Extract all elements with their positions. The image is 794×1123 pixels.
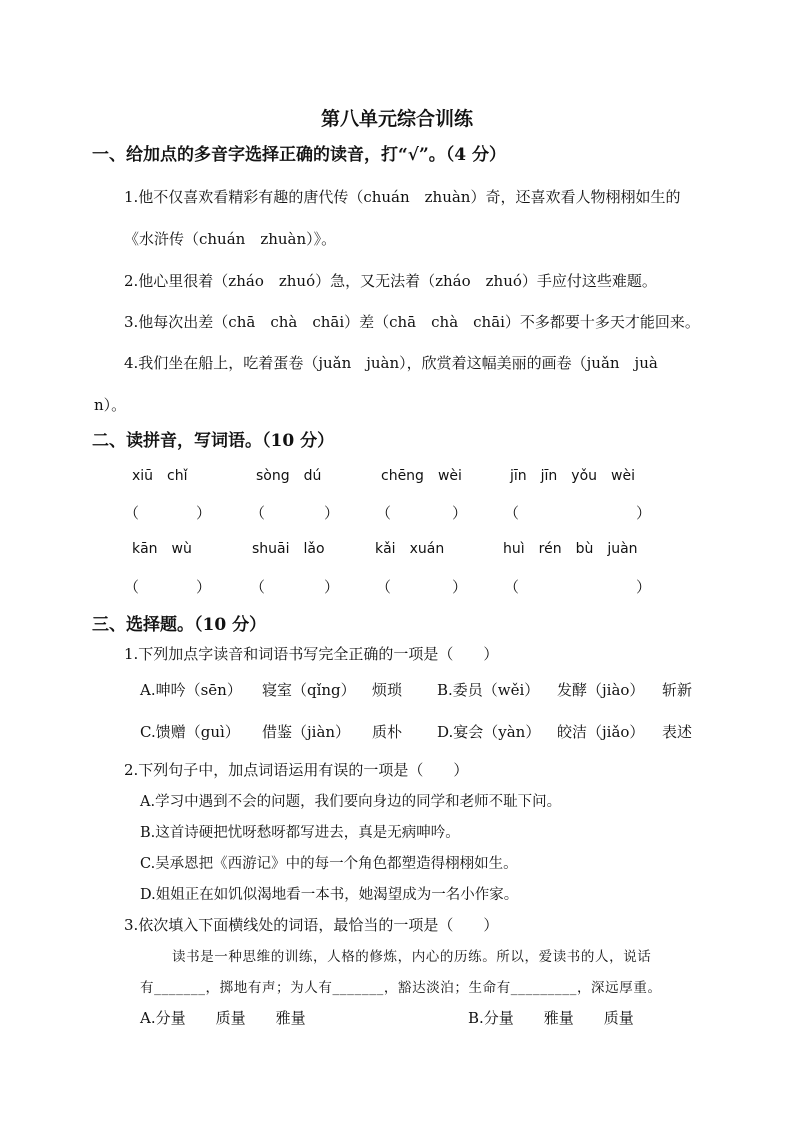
s3-q2-option-a: A.学习中遇到不会的问题，我们要向身边的同学和老师不耻下问。 bbox=[140, 794, 562, 810]
s3-q3-passage-line2: 有_______，掷地有声；为人有_______，豁达淡泊；生命有_________，深远厚重。 bbox=[140, 980, 662, 996]
pinyin-2: sòng dú bbox=[256, 468, 322, 484]
s3-q2-option-b: B.这首诗硬把忧呀愁呀都写进去，真是无病呻吟。 bbox=[140, 825, 460, 841]
q2-line: 2.他心里很着（zháo zhuó）急，又无法着（zháo zhuó）手应付这些难题。 bbox=[124, 272, 657, 290]
s3-q3-option-a: A.分量 质量 雅量 bbox=[140, 1009, 306, 1027]
s3-q2-option-c: C.吴承恩把《西游记》中的每一个角色都塑造得栩栩如生。 bbox=[140, 856, 518, 872]
answer-paren-close: ） bbox=[452, 578, 468, 596]
s3-q1-option: B.委员（wěi） bbox=[437, 681, 540, 699]
answer-paren-open: （ bbox=[504, 504, 520, 522]
page-title: 第八单元综合训练 bbox=[320, 108, 473, 130]
s3-q1-option: C.馈赠（guì） bbox=[140, 723, 240, 741]
answer-paren-open: （ bbox=[376, 504, 392, 522]
s3-q3-option-b: B.分量 雅量 质量 bbox=[468, 1009, 634, 1027]
answer-paren-close: ） bbox=[636, 504, 652, 522]
answer-paren-close: ） bbox=[196, 578, 212, 596]
answer-paren-open: （ bbox=[250, 578, 266, 596]
section-2-heading: 二、读拼音，写词语。（10 分） bbox=[92, 431, 335, 451]
s3-q1-option: A.呻吟（sēn） bbox=[140, 681, 242, 699]
s3-q1-option: 发酵（jiào） bbox=[557, 681, 645, 699]
pinyin-3: chēng wèi bbox=[381, 468, 462, 484]
pinyin-7: kǎi xuán bbox=[375, 541, 445, 557]
pinyin-8: huì rén bù juàn bbox=[503, 541, 638, 557]
answer-paren-open: （ bbox=[124, 578, 140, 596]
q1-line1: 1.他不仅喜欢看精彩有趣的唐代传（chuán zhuàn）奇，还喜欢看人物栩栩如生的 bbox=[124, 188, 681, 206]
answer-paren-open: （ bbox=[124, 504, 140, 522]
answer-paren-close: ） bbox=[324, 504, 340, 522]
section-3-heading: 三、选择题。（10 分） bbox=[92, 615, 267, 635]
s3-q1-option: 斩新 bbox=[662, 681, 693, 699]
pinyin-5: kān wù bbox=[132, 541, 192, 557]
s3-q3-passage-line1: 读书是一种思维的训练，人格的修炼，内心的历练。所以，爱读书的人，说话 bbox=[172, 949, 652, 965]
s3-q1-option: 皎洁（jiǎo） bbox=[557, 723, 645, 741]
pinyin-6: shuāi lǎo bbox=[252, 541, 325, 557]
s3-q1-option: 烦琐 bbox=[372, 681, 403, 699]
s3-q2: 2.下列句子中，加点词语运用有误的一项是（ ） bbox=[124, 761, 469, 779]
s3-q1: 1.下列加点字读音和词语书写完全正确的一项是（ ） bbox=[124, 645, 499, 663]
answer-paren-open: （ bbox=[250, 504, 266, 522]
q4-line2: n）。 bbox=[94, 396, 127, 414]
s3-q1-option: D.宴会（yàn） bbox=[437, 723, 541, 741]
pinyin-1: xiū chǐ bbox=[132, 468, 188, 484]
answer-paren-close: ） bbox=[324, 578, 340, 596]
s3-q3: 3.依次填入下面横线处的词语，最恰当的一项是（ ） bbox=[124, 916, 499, 934]
section-1-heading: 一、给加点的多音字选择正确的读音，打“√”。（4 分） bbox=[92, 145, 506, 165]
s3-q1-option: 寝室（qǐng） bbox=[262, 681, 356, 699]
q4-line1: 4.我们坐在船上，吃着蛋卷（juǎn juàn），欣赏着这幅美丽的画卷（juǎn juà bbox=[124, 354, 658, 372]
q1-line2: 《水浒传（chuán zhuàn）》。 bbox=[124, 230, 337, 248]
s3-q1-option: 质朴 bbox=[372, 723, 403, 741]
answer-paren-close: ） bbox=[452, 504, 468, 522]
answer-paren-open: （ bbox=[376, 578, 392, 596]
s3-q1-option: 表述 bbox=[662, 723, 693, 741]
answer-paren-close: ） bbox=[636, 578, 652, 596]
s3-q1-option: 借鉴（jiàn） bbox=[262, 723, 351, 741]
s3-q2-option-d: D.姐姐正在如饥似渴地看一本书，她渴望成为一名小作家。 bbox=[140, 887, 519, 903]
pinyin-4: jīn jīn yǒu wèi bbox=[510, 468, 635, 484]
answer-paren-open: （ bbox=[504, 578, 520, 596]
q3-line: 3.他每次出差（chā chà chāi）差（chā chà chāi）不多都要十多天才能回来。 bbox=[124, 313, 700, 331]
answer-paren-close: ） bbox=[196, 504, 212, 522]
